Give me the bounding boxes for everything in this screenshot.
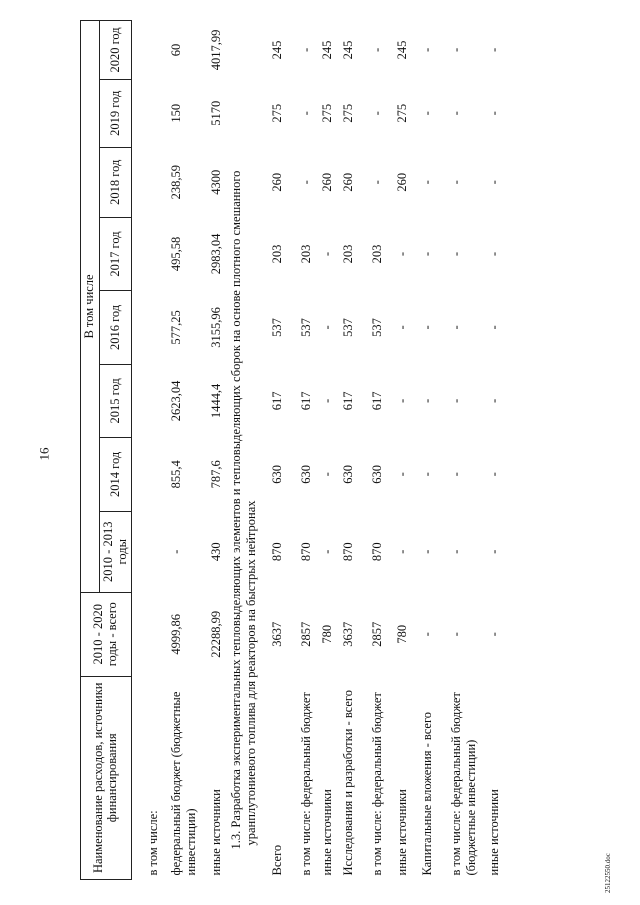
row-label: в том числе: <box>146 810 161 876</box>
row-value <box>132 364 164 437</box>
table-row <box>287 21 316 880</box>
row-value: - <box>420 472 435 477</box>
row-value: 617 <box>299 391 314 411</box>
row-label: иные источники <box>209 789 224 876</box>
row-value: - <box>299 111 314 116</box>
row-value: - <box>487 398 502 403</box>
row-value: - <box>420 111 435 116</box>
page-number: 16 <box>36 447 52 461</box>
row-value: - <box>395 325 410 330</box>
row-value: 855,4 <box>169 460 184 489</box>
row-value <box>132 79 164 147</box>
row-value: 238,59 <box>169 165 184 200</box>
row-value: 617 <box>270 391 285 411</box>
row-value: 260 <box>320 172 335 192</box>
header-year: 2014 год <box>99 438 132 511</box>
row-label: Всего <box>270 844 285 876</box>
row-label: иные источники <box>320 789 335 876</box>
row-value: - <box>449 47 464 53</box>
row-value: - <box>395 251 410 257</box>
row-value: 537 <box>341 318 356 337</box>
row-value: 60 <box>169 43 184 57</box>
row-value: - <box>449 251 464 257</box>
row-value: - <box>320 398 335 403</box>
row-value: 150 <box>169 103 184 123</box>
row-label: в том числе: федеральный бюджет (бюджетные инвестиции) <box>449 692 479 876</box>
row-total: 3637 <box>341 621 356 647</box>
section-title <box>226 21 264 880</box>
row-value <box>132 291 164 364</box>
header-year: 2016 год <box>99 291 132 364</box>
row-total: - <box>420 632 435 637</box>
row-total: 3637 <box>270 621 285 647</box>
row-value: 275 <box>320 103 335 123</box>
header-total: 2010 - 2020 годы - всего <box>81 592 132 676</box>
row-total: - <box>449 632 464 637</box>
row-value: - <box>487 549 502 554</box>
table-row <box>412 21 437 880</box>
row-value: 537 <box>299 318 314 337</box>
header-group: В том числе <box>81 21 100 593</box>
table-row <box>387 21 412 880</box>
row-value: - <box>420 398 435 403</box>
row-value: - <box>420 180 435 185</box>
row-value <box>132 438 164 511</box>
row-value: 245 <box>270 40 285 60</box>
header-year: 2017 год <box>99 217 132 290</box>
table-row <box>316 21 337 880</box>
row-value: - <box>420 325 435 330</box>
row-total: - <box>487 632 502 637</box>
row-value: 430 <box>209 542 224 562</box>
row-value: 203 <box>299 244 314 264</box>
row-value: 787,6 <box>209 460 224 489</box>
section-title-line: уранплутониевого топлива для реакторов на быстрых нейтронах <box>244 500 259 846</box>
row-value: - <box>420 47 435 53</box>
row-value: 617 <box>341 391 356 411</box>
row-value: 203 <box>341 244 356 264</box>
table-row <box>437 21 481 880</box>
row-value: - <box>420 251 435 257</box>
row-total: 22288,99 <box>209 610 224 658</box>
header-year: 2019 год <box>99 79 132 147</box>
row-value: 630 <box>341 464 356 484</box>
row-value: - <box>169 549 184 554</box>
row-value: 245 <box>320 40 335 60</box>
table-header <box>81 21 132 880</box>
row-value: - <box>487 111 502 116</box>
row-value: 495,58 <box>169 236 184 272</box>
row-value: - <box>395 398 410 403</box>
budget-table <box>80 20 504 880</box>
row-value: 260 <box>270 172 285 192</box>
table-row <box>201 21 226 880</box>
row-value: - <box>449 180 464 185</box>
table-body-top <box>132 21 227 880</box>
row-value: - <box>449 111 464 116</box>
footer-filename: 25122550.doc <box>604 853 612 893</box>
row-value: - <box>487 180 502 185</box>
header-year: 2020 год <box>99 21 132 80</box>
row-label: в том числе: федеральный бюджет <box>299 692 314 876</box>
row-value: - <box>320 549 335 554</box>
row-value: - <box>370 111 385 116</box>
row-value: 630 <box>299 464 314 484</box>
table-body-bottom <box>264 21 504 880</box>
table-row <box>481 21 504 880</box>
row-value: 617 <box>370 391 385 411</box>
row-value: 870 <box>299 542 314 562</box>
row-value: 537 <box>370 318 385 337</box>
section-block <box>226 21 264 880</box>
table-row <box>132 21 164 880</box>
row-value: 245 <box>341 40 356 60</box>
row-value: 870 <box>341 542 356 562</box>
row-value: 203 <box>270 244 285 264</box>
table-row <box>163 21 201 880</box>
table-row <box>358 21 387 880</box>
row-value: - <box>320 325 335 330</box>
row-value: 4300 <box>209 169 224 195</box>
header-name: Наименование расходов, источники финансирования <box>81 676 132 879</box>
header-year: 2018 год <box>99 147 132 217</box>
row-value: 577,25 <box>169 310 184 345</box>
row-value: 630 <box>370 464 385 484</box>
row-value <box>132 147 164 217</box>
row-value: - <box>370 180 385 185</box>
row-value: - <box>487 325 502 330</box>
table-row <box>264 21 287 880</box>
row-label: в том числе: федеральный бюджет <box>370 692 385 876</box>
row-value <box>132 217 164 290</box>
row-value: 275 <box>395 103 410 123</box>
rotated-page <box>80 20 600 880</box>
row-value: - <box>299 47 314 53</box>
section-title-line: 1.3. Разработка экспериментальных тепловыделяющих элементов и тепловыделяющих сборок на основе плотного смешанного <box>229 170 244 850</box>
row-value: - <box>487 251 502 257</box>
row-total: 780 <box>395 624 410 644</box>
row-value: - <box>420 549 435 554</box>
row-total: 4999,86 <box>169 613 184 655</box>
row-total: 2857 <box>370 621 385 647</box>
row-value: 4017,99 <box>209 29 224 71</box>
header-year: 2015 год <box>99 364 132 437</box>
row-value: 870 <box>370 542 385 562</box>
row-label: федеральный бюджет (бюджетные инвестиции) <box>169 691 199 876</box>
row-value: 870 <box>270 542 285 562</box>
row-value: - <box>449 472 464 477</box>
row-value: - <box>487 47 502 53</box>
header-year: 2010 - 2013 годы <box>99 511 132 592</box>
row-value: - <box>395 549 410 554</box>
row-label: Исследования и разработки - всего <box>341 690 356 876</box>
row-value: - <box>370 47 385 53</box>
row-value: 630 <box>270 464 285 484</box>
row-value: - <box>487 472 502 477</box>
row-value: 260 <box>395 172 410 192</box>
row-value <box>132 511 164 592</box>
row-value: - <box>395 472 410 477</box>
row-value: 537 <box>270 318 285 337</box>
row-value: 245 <box>395 40 410 60</box>
row-total: 2857 <box>299 621 314 647</box>
row-value: 275 <box>341 103 356 123</box>
table-row <box>337 21 358 880</box>
row-label: иные источники <box>487 789 502 876</box>
row-value: 3155,96 <box>209 307 224 348</box>
row-value: - <box>449 398 464 403</box>
row-value: - <box>449 325 464 330</box>
row-value: 2983,04 <box>209 233 224 275</box>
row-value: 5170 <box>209 100 224 126</box>
row-value: - <box>320 472 335 477</box>
row-label: иные источники <box>395 789 410 876</box>
row-value: 2623,04 <box>169 380 184 422</box>
row-value <box>132 21 164 80</box>
row-value: - <box>299 180 314 185</box>
row-value: 260 <box>341 172 356 192</box>
row-value: - <box>449 549 464 554</box>
row-value: 203 <box>370 244 385 264</box>
row-value: 1444,4 <box>209 383 224 419</box>
row-value: - <box>320 251 335 257</box>
row-label: Капитальные вложения - всего <box>420 711 435 876</box>
row-value: 275 <box>270 103 285 123</box>
row-total <box>132 592 164 676</box>
row-total: 780 <box>320 624 335 644</box>
